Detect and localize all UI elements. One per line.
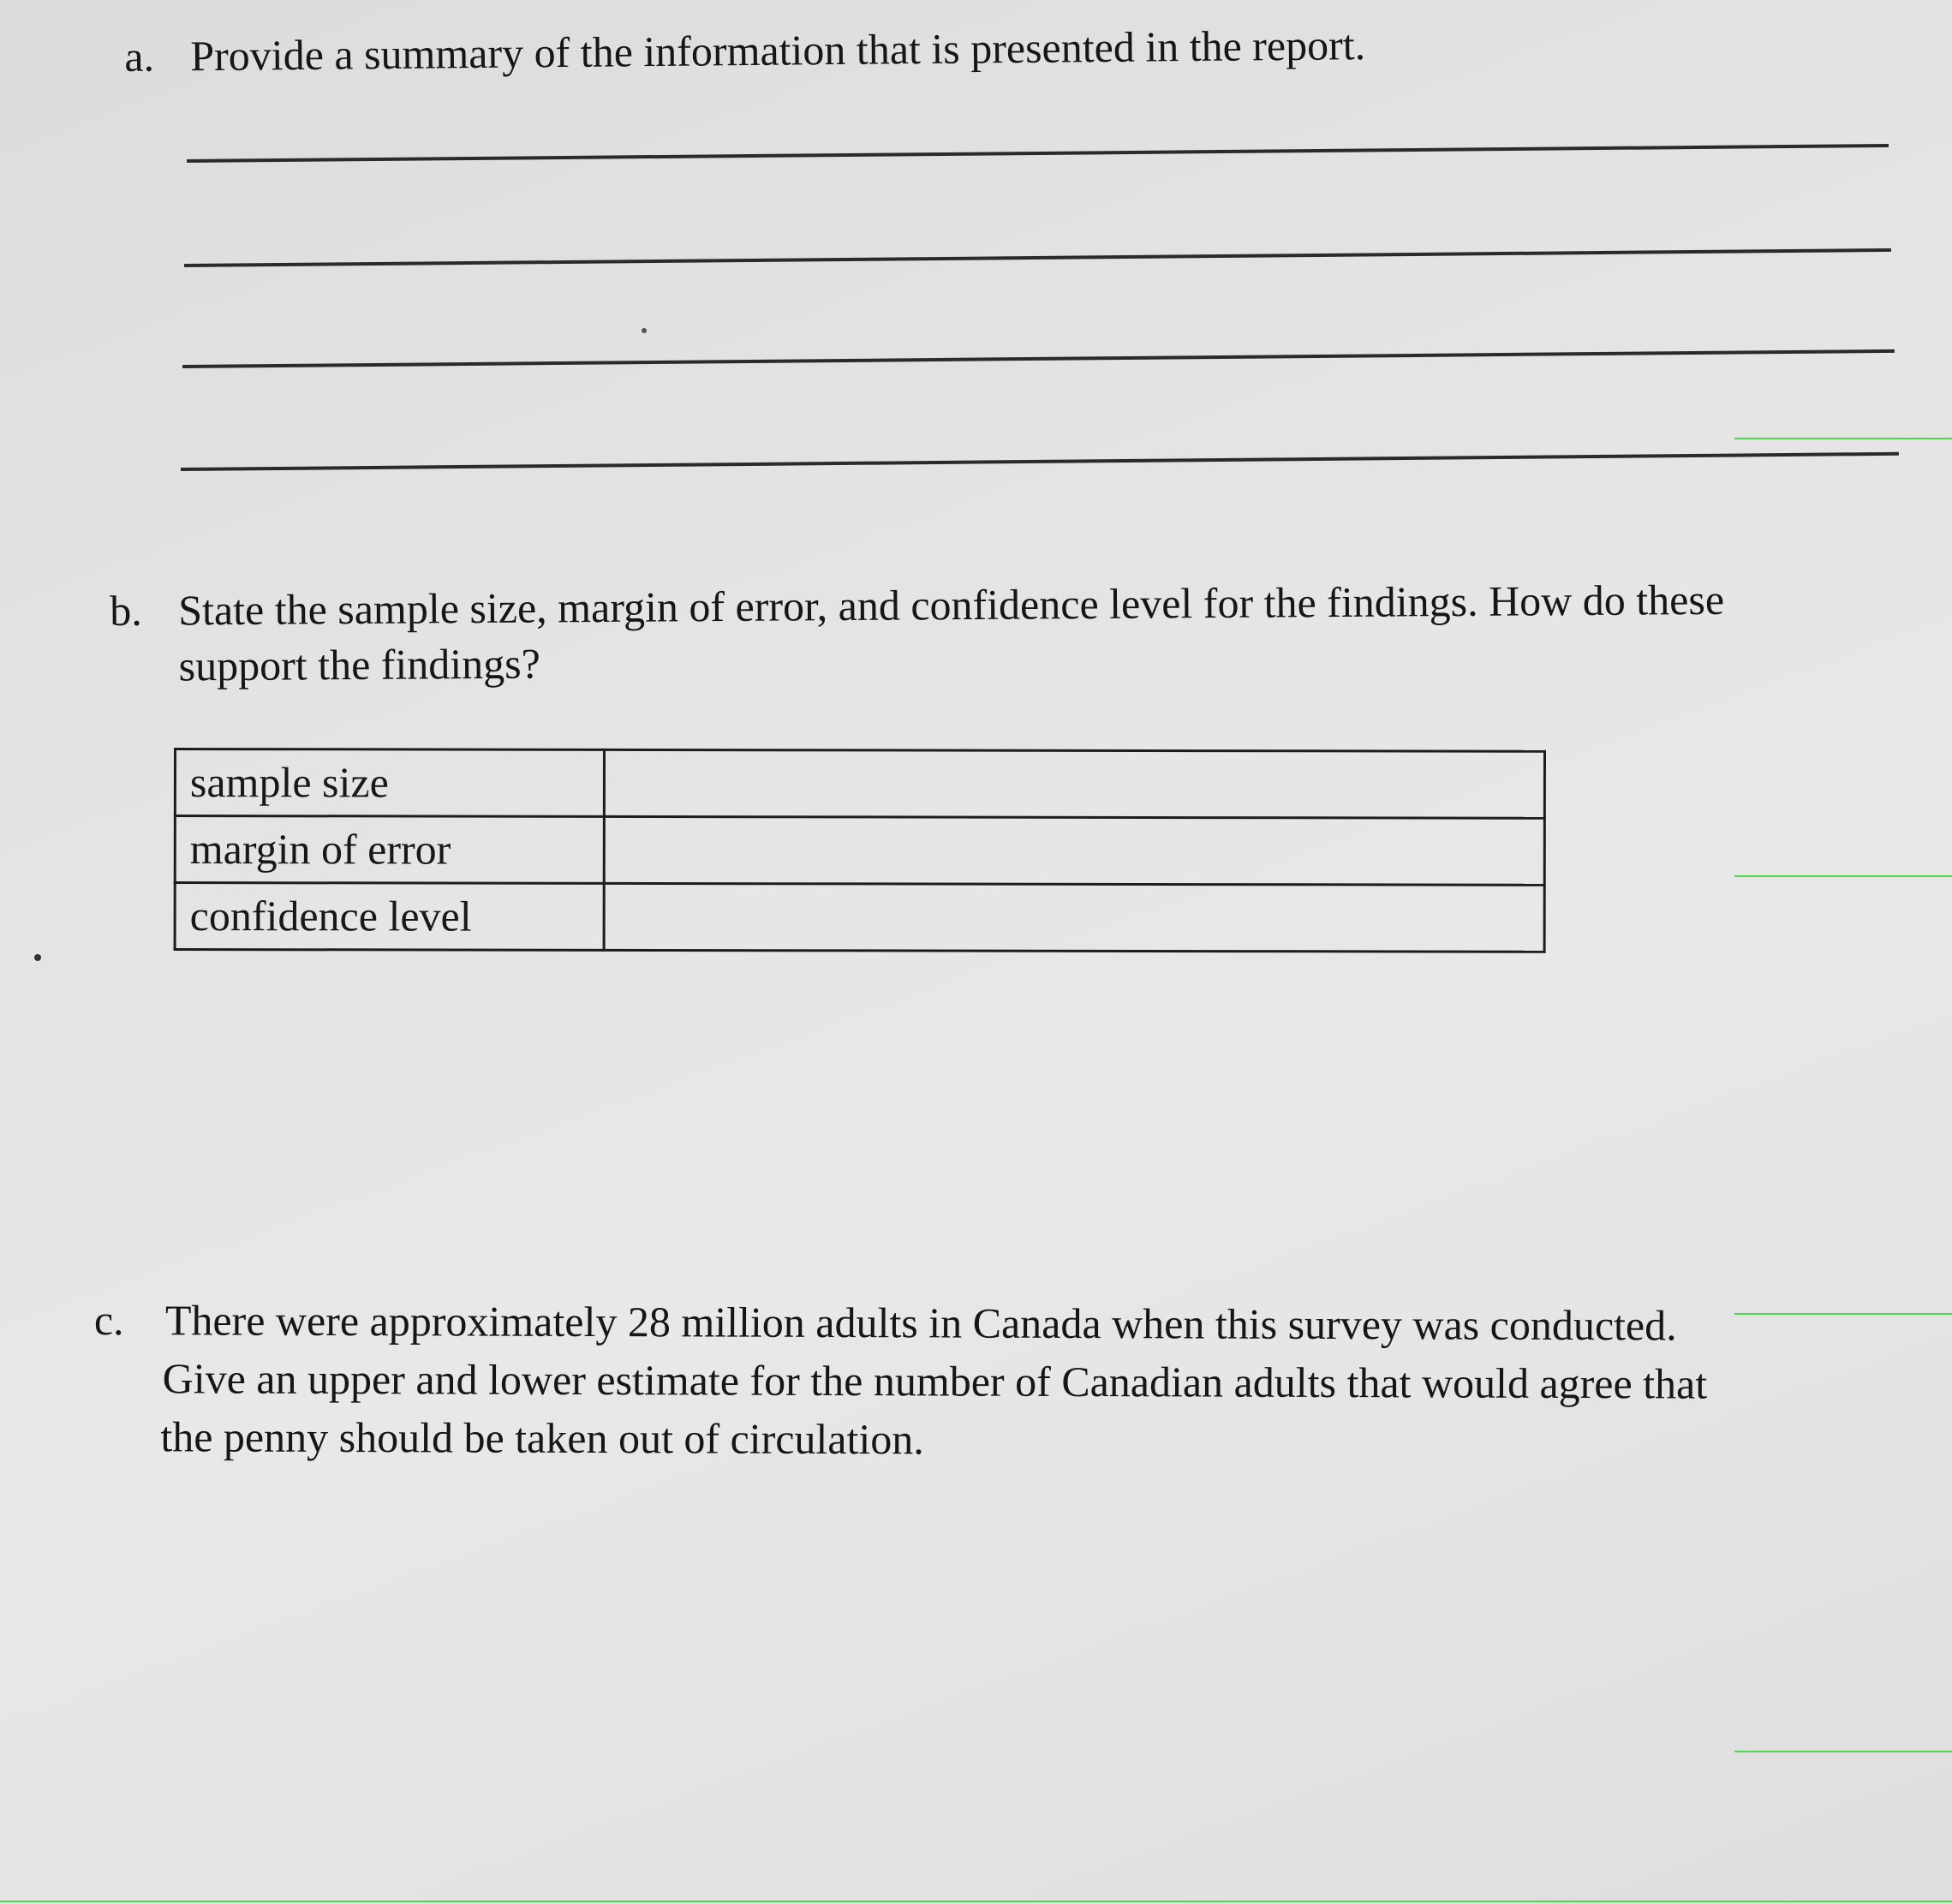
answer-line-2[interactable] (184, 248, 1891, 267)
green-margin-mark (1734, 1751, 1952, 1752)
question-c-line-1: There were approximately 28 million adults in Canada when this survey was conducted. (164, 1296, 1677, 1350)
sample-size-label: sample size (175, 749, 604, 817)
confidence-level-label: confidence level (175, 883, 604, 951)
question-c-line-2: Give an upper and lower estimate for the number of Canadian adults that would agree that (162, 1354, 1708, 1408)
table-row (175, 883, 1544, 952)
question-a-text: Provide a summary of the information that is presented in the report. (190, 21, 1366, 81)
margin-of-error-value-cell[interactable] (604, 816, 1544, 885)
green-margin-mark (1734, 438, 1952, 439)
question-b (110, 570, 1909, 702)
question-c-letter: c. (93, 1296, 124, 1345)
sample-size-value-cell[interactable] (604, 749, 1544, 818)
paper-speck (642, 328, 647, 333)
question-a (124, 12, 1838, 88)
question-c-line-3: the penny should be taken out of circulation. (160, 1412, 924, 1464)
green-bottom-mark (0, 1901, 1952, 1902)
question-b-letter: b. (110, 586, 142, 635)
table-row (175, 816, 1544, 886)
table-row (175, 749, 1544, 819)
confidence-level-value-cell[interactable] (604, 883, 1544, 952)
question-b-line-2: support the findings? (178, 639, 541, 690)
green-margin-mark (1734, 875, 1952, 877)
question-a-letter: a. (124, 32, 155, 81)
paper-speck (34, 954, 41, 961)
green-margin-mark (1734, 1313, 1952, 1315)
answer-line-4[interactable] (181, 452, 1899, 471)
answer-line-3[interactable] (182, 349, 1895, 368)
findings-table (174, 748, 1546, 953)
question-b-line-1: State the sample size, margin of error, and confidence level for the findings. How do these (178, 575, 1725, 635)
margin-of-error-label: margin of error (175, 816, 604, 884)
question-c (93, 1292, 1936, 1478)
answer-line-1[interactable] (187, 144, 1889, 163)
